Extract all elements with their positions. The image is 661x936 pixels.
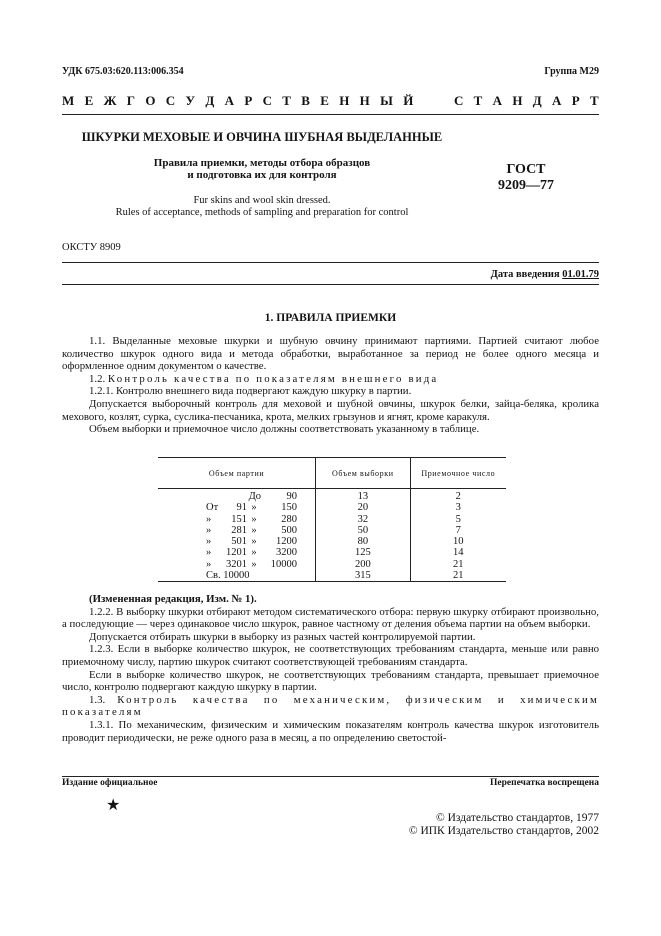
banner-letter: Т	[282, 93, 291, 108]
subtitle-line-1: Правила приемки, методы отбора образцов	[153, 157, 371, 169]
paragraph-1-2-2: 1.2.2. В выборку шкурки отбирают методом систематического отбора: первую шкурку отбирают произвольно, а последующие — через одинаковое число шкурок, равное частному от деления объема партии на объем выборки.	[62, 605, 599, 631]
table-row-lot	[158, 536, 315, 547]
banner-letter: О	[145, 93, 156, 108]
body-text-bottom	[62, 593, 599, 744]
column-lot-size	[158, 489, 315, 581]
gost-label: ГОСТ	[506, 162, 546, 177]
banner-letter: Д	[532, 93, 542, 108]
copyright-1977: © Издательство стандартов, 1977	[435, 812, 599, 824]
document-subtitle	[62, 157, 462, 181]
lot-prefix: »	[206, 513, 212, 525]
paragraph-selection-parts: Допускается отбирать шкурки в выборку из разных частей контролируемой партии.	[89, 630, 476, 643]
star-icon: ★	[106, 797, 121, 814]
lot-to-marker: »	[251, 558, 257, 570]
subtitle-line-2: и подготовка их для контроля	[187, 169, 337, 181]
table-cell-sample: 80	[357, 536, 369, 548]
lot-prefix: »	[206, 547, 212, 559]
table-cell-sample: 13	[357, 491, 369, 502]
lot-to-marker: »	[251, 513, 257, 525]
lot-to: 10000	[270, 558, 297, 570]
banner-letter: Н	[512, 93, 523, 108]
paragraph-1-2-1: 1.2.1. Контролю внешнего вида подвергают каждую шкурку в партии.	[89, 385, 412, 398]
table-cell-accept: 3	[455, 502, 461, 514]
lot-over-label: Св. 10000	[206, 570, 250, 582]
banner-letter: С	[453, 93, 464, 108]
banner-letter: А	[492, 93, 503, 108]
banner-letter: Ы	[380, 93, 393, 108]
lot-from: 3201	[226, 558, 247, 570]
header-rule-top	[62, 114, 599, 115]
table-cell-accept: 21	[453, 570, 464, 582]
banner-letter: А	[552, 93, 562, 108]
header-lot-size: Объем партии	[208, 468, 265, 478]
table-row-lot	[158, 491, 315, 502]
banner-letter: Т	[473, 93, 483, 108]
table-cell-accept: 5	[455, 513, 461, 525]
paragraph-1-3-number: 1.3.	[89, 693, 106, 706]
okstu-code: ОКСТУ 8909	[62, 242, 121, 253]
copyright-2002: © ИПК Издательство стандартов, 2002	[408, 825, 599, 837]
paragraph-selective-control: Допускается выборочный контроль для меховой и шубной овчины, шкурок белки, зайца-беляка, кролика мехового, козлят, сурка, суслика-песчаника, крота, мелких грызунов и ягнят, кроме каракуля.	[62, 397, 599, 423]
banner-letter: С	[262, 93, 272, 108]
banner-letter: Ж	[103, 93, 117, 108]
table-cell-accept: 10	[453, 536, 464, 548]
lot-to-marker: »	[251, 536, 257, 548]
footer-rule	[62, 776, 599, 777]
paragraph-1-2-heading: Контроль качества по показателям внешнего вида	[107, 372, 439, 385]
lot-prefix: »	[206, 536, 212, 548]
english-title	[62, 195, 462, 219]
edit-note: (Измененная редакция, Изм. № 1).	[89, 593, 257, 605]
section-1-heading: 1. ПРАВИЛА ПРИЕМКИ	[264, 312, 397, 324]
table-row-lot	[158, 559, 315, 570]
table-row-lot	[158, 570, 315, 581]
paragraph-1-2-number: 1.2.	[89, 372, 106, 385]
column-sample-size	[315, 489, 409, 581]
lot-to: 1200	[276, 536, 297, 548]
lot-prefix: »	[206, 524, 212, 536]
table-cell-sample: 50	[357, 524, 369, 536]
table-row-lot	[158, 525, 315, 536]
banner-letter: Н	[359, 93, 370, 108]
header-sample-size: Объем выборки	[315, 458, 409, 488]
paragraph-1-1: 1.1. Выделанные меховые шкурки и шубную овчину принимают партиями. Партией считают любое количество шкурок одного вида и метода обработки, выработанное за период не более одного месяца и оформленное одним документом о качестве.	[62, 335, 599, 373]
banner-letter: Р	[244, 93, 253, 108]
banner-letter: М	[62, 93, 75, 108]
date-rule	[62, 284, 599, 285]
table-cell-accept: 7	[455, 524, 461, 536]
paragraph-table-intro: Объем выборки и приемочное число должны соответствовать указанному в таблице.	[89, 423, 480, 436]
paragraph-1-2-3: 1.2.3. Если в выборке количество шкурок, не соответствующих требованиям стандарта, меньше или равно приемочному числу, партию шкурок считают соответствующей требованиям стандарта.	[62, 643, 599, 668]
banner-letter: Р	[571, 93, 580, 108]
column-acceptance-number	[410, 489, 506, 581]
lot-to: 3200	[276, 547, 297, 559]
table-cell-sample: 32	[357, 513, 369, 525]
lot-to-marker: »	[251, 547, 257, 559]
lot-to-marker: »	[251, 502, 257, 514]
lot-from: 281	[231, 524, 247, 536]
reprint-prohibited: Перепечатка воспрещена	[489, 778, 599, 788]
banner-letter: С	[165, 93, 176, 108]
table-cell-sample: 315	[354, 570, 371, 582]
gost-code: 9209—77	[498, 178, 554, 193]
paragraph-1-3-1: 1.3.1. По механическим, физическим и химическим показателям контроль качества шкурок изготовитель проводит периодически, не реже одного раза в месяц, а по определению светостой-	[62, 718, 599, 744]
introduction-date	[491, 269, 599, 280]
date-label: Дата введения	[490, 269, 560, 280]
gost-number	[498, 162, 554, 194]
document-title: ШКУРКИ МЕХОВЫЕ И ОВЧИНА ШУБНАЯ ВЫДЕЛАННЫЕ	[81, 130, 443, 144]
banner-letter: Д	[205, 93, 215, 108]
english-title-line-2: Rules of acceptance, methods of sampling and preparation for control	[115, 207, 409, 218]
lot-to: 90	[286, 491, 297, 502]
banner-letter: В	[301, 93, 310, 108]
table-row-lot	[158, 514, 315, 525]
body-text-top	[62, 335, 599, 436]
banner-letter: У	[185, 93, 196, 108]
banner-letter: Н	[339, 93, 350, 108]
lot-prefix: »	[206, 558, 212, 570]
lot-to: 280	[281, 513, 297, 525]
lot-to: 150	[281, 502, 297, 514]
date-value: 01.01.79	[562, 269, 599, 280]
lot-prefix: От	[206, 502, 219, 514]
sampling-table	[158, 457, 506, 582]
lot-from: 91	[236, 502, 247, 514]
copyright-block	[409, 812, 599, 838]
banner-gap	[424, 93, 444, 109]
paragraph-1-3-heading: Контроль качества по механическим, физическим и химическим показателям	[62, 693, 600, 719]
paragraph-exceeds: Если в выборке количество шкурок, не соответствующих требованиям стандарта, превышает приемочное число, контролю подвергают каждую шкурку в партии.	[62, 668, 599, 694]
table-header	[158, 457, 506, 489]
paragraph-1-3	[62, 694, 599, 719]
banner-letter: Г	[126, 93, 136, 108]
header-acceptance-number: Приемочное число	[410, 458, 506, 488]
table-row-lot	[158, 547, 315, 558]
banner-letter: Т	[590, 93, 599, 108]
banner-letter: Е	[320, 93, 329, 108]
table-cell-sample: 200	[354, 558, 371, 570]
header-rule-bottom	[62, 262, 599, 263]
banner-letter: Е	[84, 93, 94, 108]
lot-from: 1201	[226, 547, 247, 559]
lot-upto-label: До	[248, 491, 261, 502]
english-title-line-1: Fur skins and wool skin dressed.	[193, 195, 331, 206]
banner-letter: Й	[403, 93, 414, 108]
udk-code: УДК 675.03:620.113:006.354	[62, 66, 184, 77]
table-cell-sample: 20	[357, 502, 369, 514]
lot-from: 501	[231, 536, 247, 548]
table-cell-accept: 21	[453, 558, 464, 570]
table-row-lot	[158, 502, 315, 513]
lot-prefix	[158, 491, 211, 502]
paragraph-1-2	[62, 373, 599, 386]
standard-banner	[62, 93, 599, 109]
group-code: Группа М29	[544, 66, 599, 77]
table-cell-accept: 2	[455, 491, 461, 502]
lot-to-marker: »	[251, 524, 257, 536]
official-edition: Издание официальное	[62, 778, 158, 788]
lot-to: 500	[281, 524, 297, 536]
lot-from: 151	[231, 513, 247, 525]
table-cell-accept: 14	[453, 547, 464, 559]
table-body	[158, 489, 506, 582]
banner-letter: А	[224, 93, 234, 108]
table-cell-sample: 125	[354, 547, 371, 559]
